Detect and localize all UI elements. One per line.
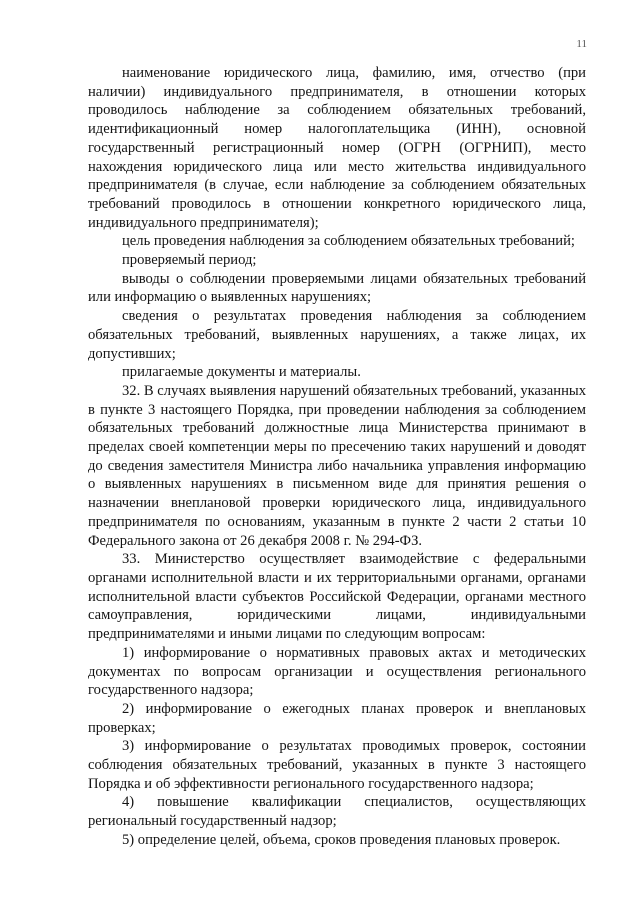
- list-item-3: 3) информирование о результатах проводимых проверок, состоянии соблюдения обязательных требований, указанных в пункте 3 настоящего Порядка и об эффективности регионального государственного надзора;: [88, 738, 586, 792]
- paragraph-clause-33: 33. Министерство осуществляет взаимодействие с федеральными органами исполнительной власти и их территориальными органами, органами исполнительной власти субъектов Российской Федерации, органами местного самоуправления, юридическими лицами, индивидуальными предпринимателями и иными лицами по следующим вопросам:: [88, 551, 586, 643]
- paragraph-observation-goal: цель проведения наблюдения за соблюдением обязательных требований;: [122, 233, 575, 250]
- page-number: 11: [576, 38, 587, 50]
- paragraph-inspection-subject: наименование юридического лица, фамилию, имя, отчество (при наличии) индивидуального предпринимателя, в отношении которых проводилось наблюдение за соблюдением обязательных требований, идентификационный номер налогоплательщика (ИНН), основной государственный регистрационный номер (ОГРН (ОГРНИП), место нахождения юридического лица или место жительства индивидуального предпринимателя (в случае, если наблюдение за соблюдением обязательных требований проводилось в отношении конкретного юридического лица, индивидуального предпринимателя);: [88, 65, 586, 231]
- list-item-2: 2) информирование о ежегодных планах проверок и внеплановых проверках;: [88, 700, 586, 736]
- paragraph-attachments: прилагаемые документы и материалы.: [122, 364, 361, 381]
- paragraph-clause-32: 32. В случаях выявления нарушений обязательных требований, указанных в пункте 3 настоящего Порядка, при проведении наблюдения за соблюдением обязательных требований должностные лица Министерства принимают в пределах своей компетенции меры по пресечению таких нарушений и доводят до сведения заместителя Министра либо начальника управления информацию о выявленных нарушениях в письменном виде для принятия решения о назначении внеплановой проверки юридического лица, индивидуального предпринимателя по основаниям, указанным в пункте 2 части 2 статьи 10 Федерального закона от 26 декабря 2008 г. № 294-ФЗ.: [88, 382, 586, 549]
- paragraph-results: сведения о результатах проведения наблюдения за соблюдением обязательных требований, выявленных нарушениях, а также лицах, их допустивших;: [88, 308, 586, 362]
- document-body: [88, 64, 586, 850]
- paragraph-conclusions: выводы о соблюдении проверяемыми лицами обязательных требований или информацию о выявленных нарушениях;: [88, 270, 586, 306]
- list-item-5: 5) определение целей, объема, сроков проведения плановых проверок.: [122, 831, 561, 848]
- list-item-4: 4) повышение квалификации специалистов, осуществляющих региональный государственный надзор;: [88, 794, 586, 830]
- list-item-1: 1) информирование о нормативных правовых актах и методических документах по вопросам организации и осуществления регионального государственного надзора;: [88, 644, 586, 699]
- paragraph-period: проверяемый период;: [122, 252, 257, 269]
